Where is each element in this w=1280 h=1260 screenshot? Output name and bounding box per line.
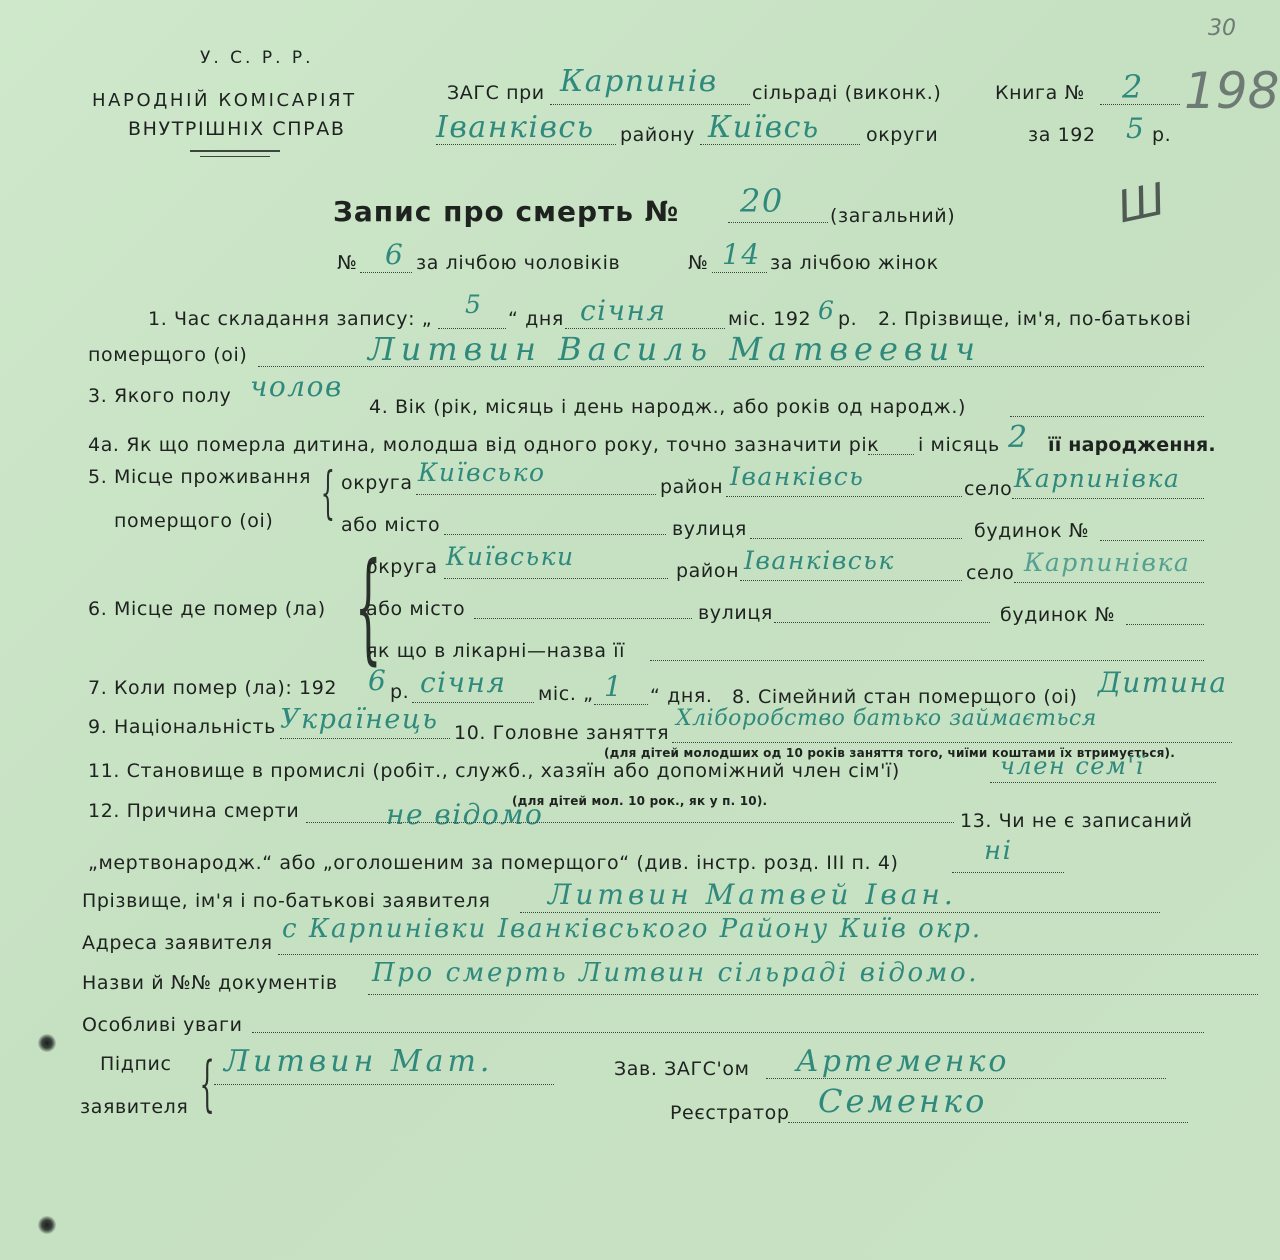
sign-label-a: Підпис <box>100 1053 172 1075</box>
head-hw: Артеменко <box>796 1044 1010 1079</box>
notes-label: Особливі уваги <box>82 1014 243 1036</box>
f6-budynok-label: будинок № <box>1000 604 1116 626</box>
commissariat-underline2 <box>200 156 270 157</box>
f6-rayon-line <box>740 580 962 581</box>
f1-label: 1. Час складання запису: „ <box>148 308 433 330</box>
f13-label: 13. Чи не є записаний <box>960 810 1193 832</box>
f12-hw: не відомо <box>386 798 544 831</box>
commissariat-line2: ВНУТРІШНІХ СПРАВ <box>128 118 346 140</box>
commissariat-underline <box>190 150 280 152</box>
women-no-line <box>712 272 767 273</box>
f7-year-hw: 6 <box>368 664 388 697</box>
f10-hw: Хліборобство батько займається <box>676 706 1097 731</box>
f5-rayon-label: район <box>660 476 724 498</box>
f3-hw: чолов <box>250 370 343 403</box>
record-general: (загальний) <box>830 205 956 227</box>
registrar-line <box>788 1122 1188 1123</box>
f1-month-hw: січня <box>580 294 667 327</box>
punch-hole-top <box>38 1034 56 1052</box>
zags-prefix: ЗАГС при <box>447 82 545 104</box>
f11-label: 11. Становище в промислі (робіт., служб., хазяїн або допоміжний член сім'ї) <box>88 760 900 782</box>
f4a-end: її народження. <box>1048 434 1216 456</box>
f7-month-hw: січня <box>420 666 507 699</box>
okruha-line <box>700 144 860 145</box>
f4a-hw: 2 <box>1008 420 1029 455</box>
f13-label-b: „мертвонародж.“ або „оголошеним за померщого“ (див. інстр. розд. III п. 4) <box>88 852 899 874</box>
f3-label: 3. Якого полу <box>88 385 232 407</box>
f6-selo-label: село <box>966 562 1015 584</box>
f5-okruha-line <box>416 494 656 495</box>
f6-budynok-line <box>1126 624 1204 625</box>
f6-hospital-line <box>650 660 1204 661</box>
f5-label-b: померщого (оі) <box>114 510 274 532</box>
f6-vulytsia-line <box>774 622 990 623</box>
book-no-hw: 2 <box>1122 68 1144 106</box>
sign-brace: { <box>199 1049 215 1119</box>
men-no-prefix: № <box>337 252 358 274</box>
f6-selo-line <box>1014 582 1204 583</box>
f11-line <box>990 782 1216 783</box>
f4-line <box>1010 416 1204 417</box>
sign-label-b: заявителя <box>80 1096 189 1118</box>
rayon-hw: Іванківсь <box>436 110 595 145</box>
f12-note: (для дітей мол. 10 рок., як у п. 10). <box>512 794 768 808</box>
f5-label-a: 5. Місце проживання <box>88 466 312 488</box>
f2-line <box>258 366 1204 367</box>
pencil-mark-cross: Ш <box>1113 173 1170 234</box>
f7-month-line <box>412 702 534 703</box>
f7-mis: міс. „ <box>538 683 594 705</box>
notes-line <box>252 1032 1204 1033</box>
f4-label: 4. Вік (рік, місяць і день народж., або років од народж.) <box>369 396 967 418</box>
f4a-month-label: і місяць <box>918 434 1000 456</box>
f4a-year-line <box>868 454 914 455</box>
f5-misto-label: або місто <box>341 514 441 536</box>
f6-hospital-label: як що в лікарні—назва її <box>366 640 626 662</box>
year-label: за 192 <box>1028 124 1096 146</box>
f8-hw: Дитина <box>1098 666 1228 699</box>
zags-village-line <box>550 104 750 105</box>
f5-budynok-label: будинок № <box>974 520 1090 542</box>
rayon-line <box>436 144 616 145</box>
f8-label: 8. Сімейний стан померщого (оі) <box>732 686 1078 708</box>
f2-label: 2. Прізвище, ім'я, по-батькові <box>878 308 1192 330</box>
f2-hw: Литвин Василь Матвеевич <box>368 330 982 368</box>
f5-selo-label: село <box>964 478 1013 500</box>
sign-hw: Литвин Мат. <box>224 1044 494 1079</box>
f7-label: 7. Коли помер (ла): 192 <box>88 677 338 699</box>
republic-title: У. С. Р. Р. <box>200 48 314 68</box>
record-title: Запис про смерть № <box>333 195 680 228</box>
book-no-line <box>1100 104 1180 105</box>
docs-line <box>368 994 1258 995</box>
f6-brace: { <box>354 538 382 677</box>
men-no-hw: 6 <box>385 238 405 271</box>
f6-rayon-label: район <box>676 560 740 582</box>
f5-selo-line <box>1012 498 1204 499</box>
applicant-name-label: Прізвище, ім'я і по-батькові заявителя <box>82 890 491 912</box>
f6-okruha-hw: Київськи <box>446 542 575 571</box>
f12-line <box>306 822 954 823</box>
pencil-mark-198: 198 <box>1184 62 1280 120</box>
sign-line <box>214 1084 554 1085</box>
f4a-label: 4а. Як що померла дитина, молодша від одного року, точно зазначити рік <box>88 434 880 456</box>
f10-line <box>672 742 1232 743</box>
f5-misto-line <box>444 534 666 535</box>
f9-label: 9. Національність <box>88 716 276 738</box>
f5-vulytsia-label: вулиця <box>672 518 747 540</box>
f5-okruha-label: округа <box>341 472 413 494</box>
f10-note: (для дітей молодших од 10 років заняття того, чиїми коштами їх втримується). <box>604 746 1176 760</box>
pencil-mark-30: 30 <box>1208 16 1236 41</box>
f6-selo-hw: Карпинівка <box>1024 548 1191 577</box>
rayon-label: району <box>620 124 695 146</box>
f1-year-end: р. <box>838 308 858 330</box>
f1-month-label: міс. 192 <box>728 308 812 330</box>
f9-hw: Українець <box>280 704 439 735</box>
applicant-name-hw: Литвин Матвей Іван. <box>548 878 957 911</box>
f1-day-hw: 5 <box>465 290 483 319</box>
f13-hw: ні <box>984 836 1013 866</box>
registrar-hw: Семенко <box>818 1082 988 1120</box>
f7-day-hw: 1 <box>604 670 624 703</box>
okruha-label: округи <box>866 124 939 146</box>
f12-label: 12. Причина смерти <box>88 800 300 822</box>
record-number-line <box>728 222 828 223</box>
f6-label: 6. Місце де помер (ла) <box>88 598 326 620</box>
men-no-line <box>360 272 412 273</box>
applicant-addr-label: Адреса заявителя <box>82 932 273 954</box>
f1-day-line <box>438 328 506 329</box>
f6-okruha-line <box>444 578 668 579</box>
f6-misto-line <box>474 618 692 619</box>
f5-vulytsia-line <box>750 538 962 539</box>
f10-label: 10. Головне заняття <box>454 722 670 744</box>
f5-rayon-line <box>726 496 962 497</box>
head-line <box>766 1078 1166 1079</box>
f5-budynok-line <box>1100 540 1204 541</box>
f7-r: р. <box>390 681 410 703</box>
year-end: р. <box>1152 124 1172 146</box>
applicant-addr-hw: с Карпинівки Іванківського Району Київ окр. <box>282 914 983 944</box>
applicant-name-line <box>520 912 1160 913</box>
women-no-prefix: № <box>688 252 709 274</box>
f6-vulytsia-label: вулиця <box>698 602 773 624</box>
f6-misto-label: або місто <box>366 598 466 620</box>
f11-hw: член сем'ї <box>1000 752 1145 780</box>
f5-brace: { <box>320 461 335 526</box>
f13-line <box>952 872 1064 873</box>
head-label: Зав. ЗАГС'ом <box>614 1058 750 1080</box>
f6-rayon-hw: Іванківськ <box>744 546 895 575</box>
punch-hole-bottom <box>38 1216 56 1234</box>
record-number-hw: 20 <box>740 182 784 220</box>
zags-village-hw: Карпинів <box>560 64 718 99</box>
f1-month-line <box>565 328 725 329</box>
f7-day-line <box>594 704 648 705</box>
docs-label: Назви й №№ документів <box>82 972 338 994</box>
women-no-hw: 14 <box>722 238 761 271</box>
zags-suffix: сільраді (виконк.) <box>752 82 942 104</box>
f5-selo-hw: Карпинівка <box>1014 464 1181 493</box>
registrar-label: Реєстратор <box>670 1102 790 1124</box>
f9-line <box>280 738 450 739</box>
applicant-addr-line <box>278 954 1258 955</box>
f1-year-hw: 6 <box>818 296 836 325</box>
book-label: Книга № <box>995 82 1085 104</box>
docs-hw: Про смерть Литвин сільраді відомо. <box>372 958 980 988</box>
f7-day: “ дня. <box>650 685 713 707</box>
f5-okruha-hw: Київсько <box>418 458 546 487</box>
okruha-hw: Київсь <box>708 110 820 145</box>
f2-label-b: померщого (оі) <box>88 344 248 366</box>
year-hw: 5 <box>1126 112 1146 145</box>
commissariat-line1: НАРОДНІЙ КОМІСАРІЯТ <box>92 90 357 111</box>
women-label: за лічбою жінок <box>770 252 939 274</box>
f5-rayon-hw: Іванківсь <box>730 462 865 491</box>
f6-okruha-label: округа <box>366 556 438 578</box>
men-label: за лічбою чоловіків <box>416 252 621 274</box>
f1-day-close: “ дня <box>508 308 564 330</box>
